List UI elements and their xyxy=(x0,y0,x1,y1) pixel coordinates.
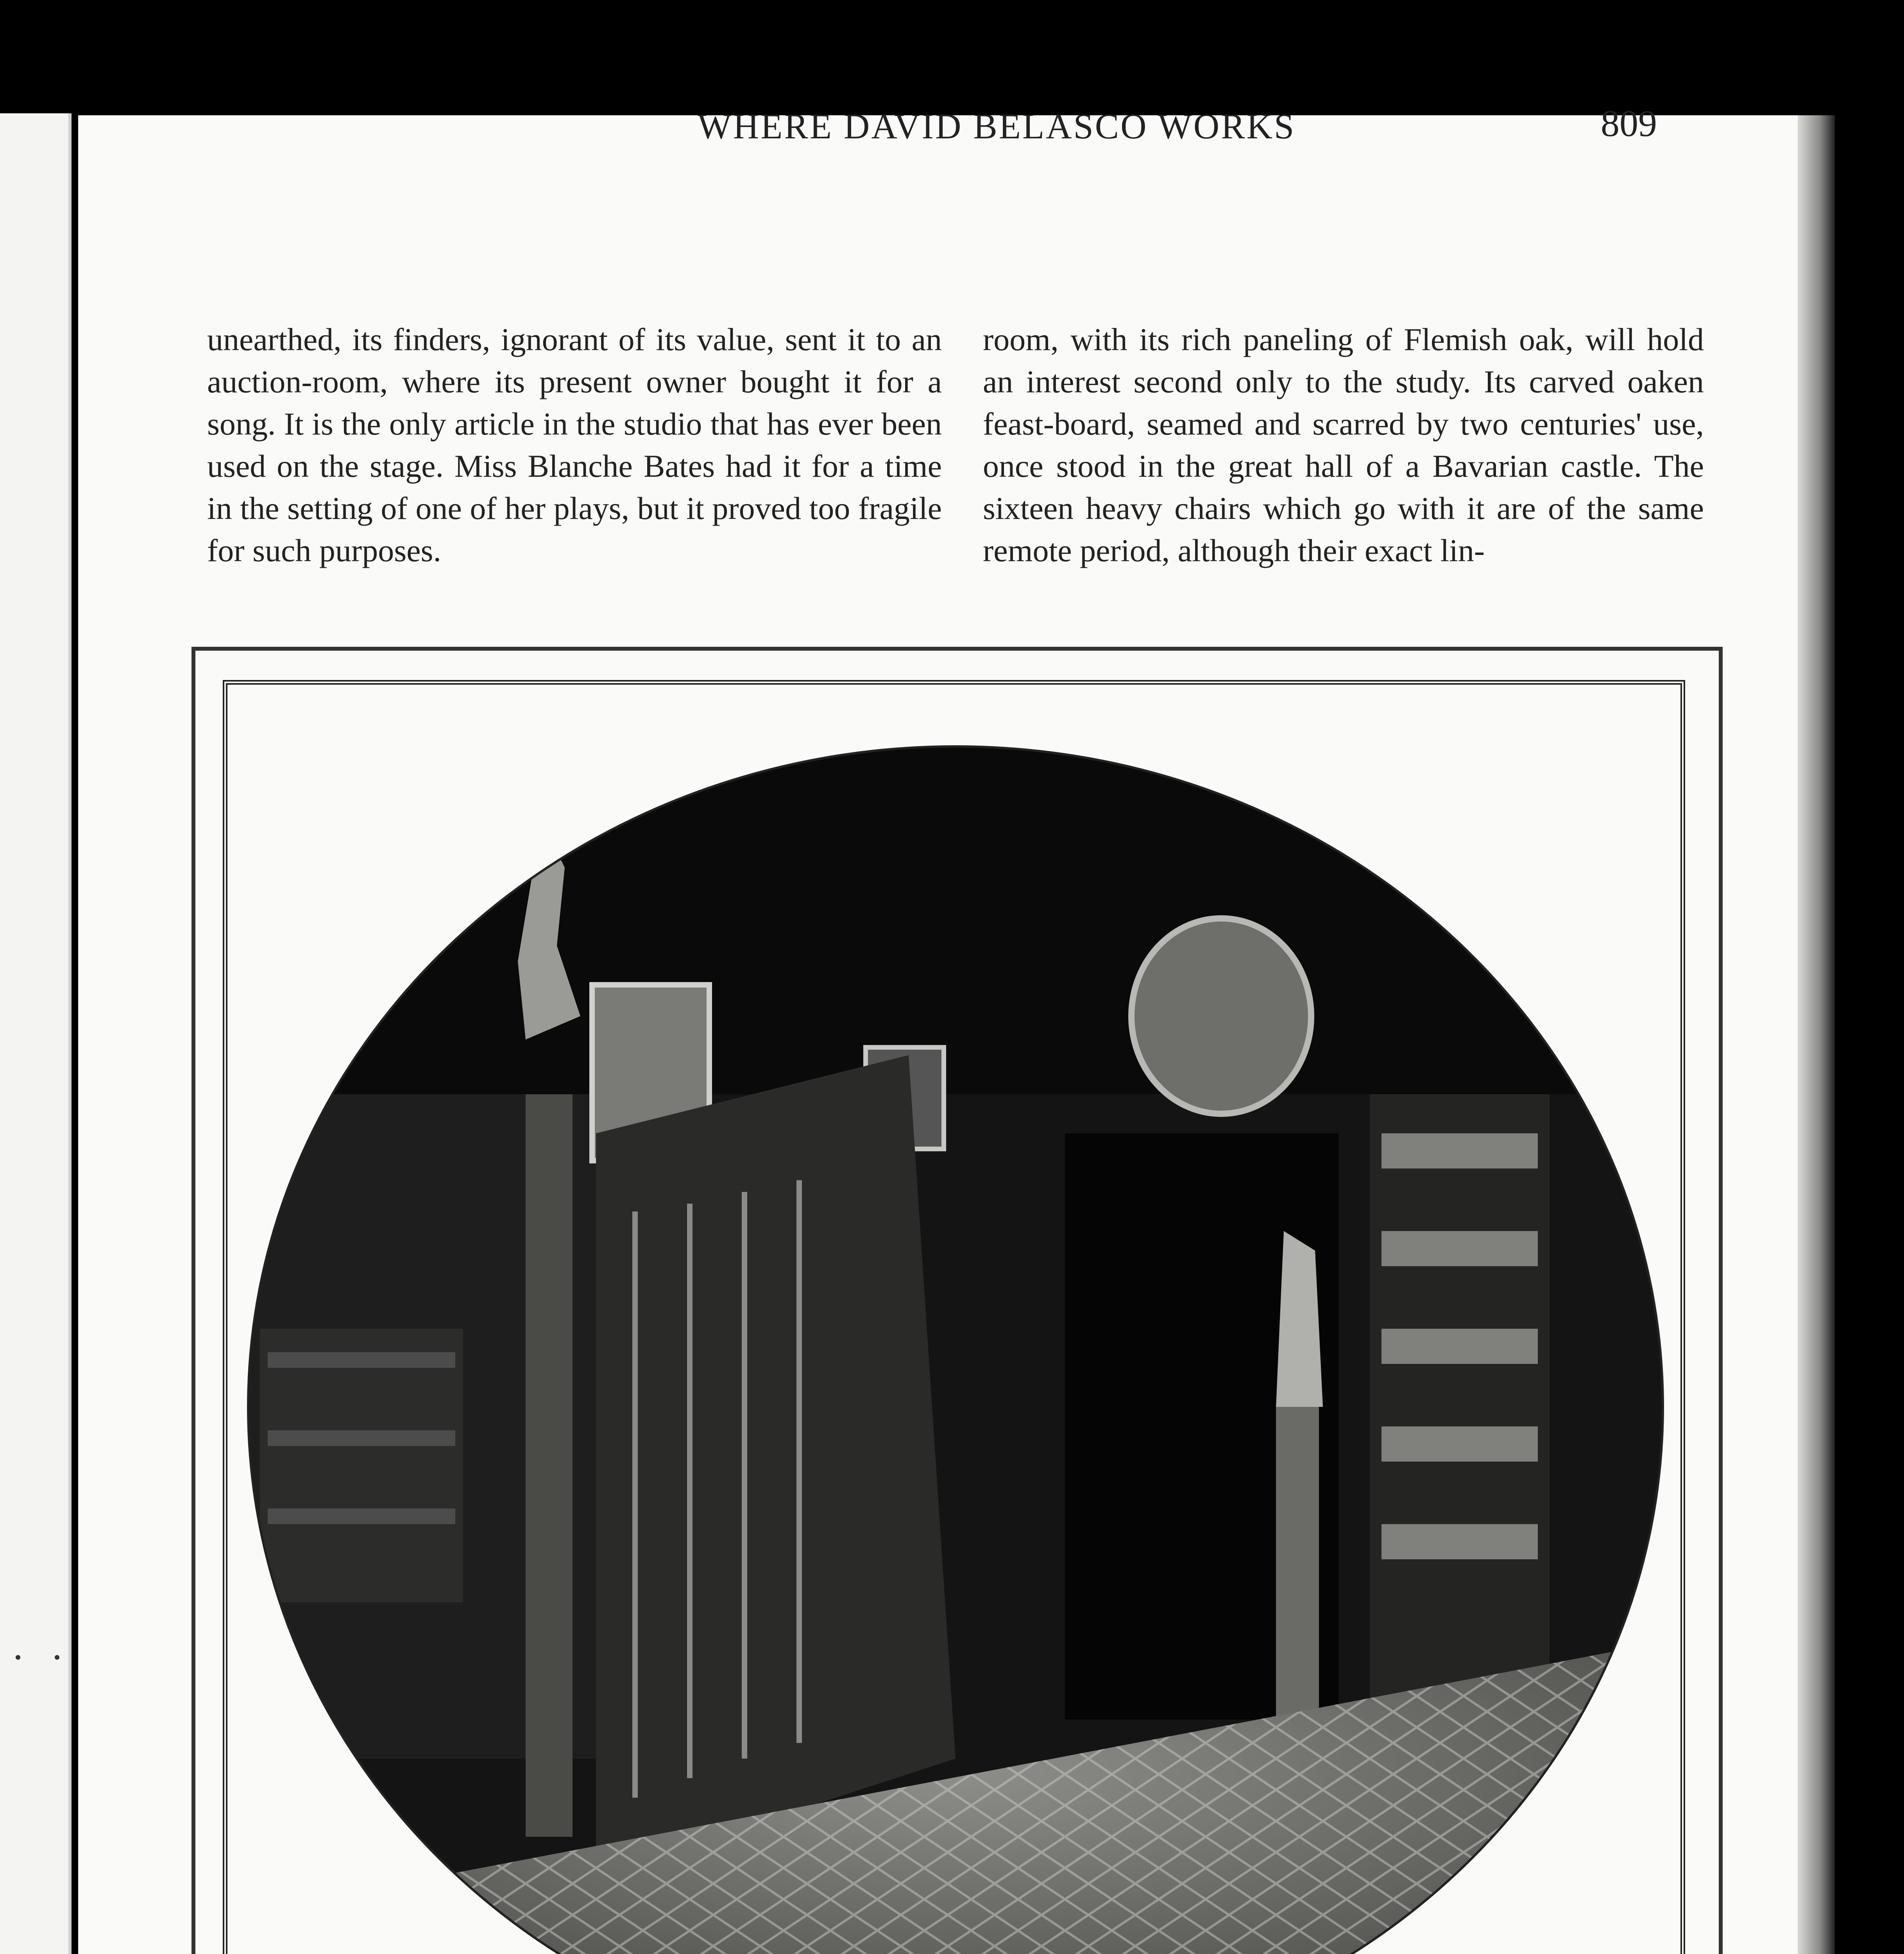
top-left-column xyxy=(207,319,942,572)
margin-mark xyxy=(16,1655,20,1660)
page-binding-shadow xyxy=(1798,115,1835,1954)
paragraph: room, with its rich paneling of Flemish oak, will hold an interest second only to the study. Its carved oaken feast-board, seamed and scarred by two centuries' use, once stood in the great hall of a Bavarian castle. The sixteen heavy chairs which go with it are of the same remote period, although their exact lin- xyxy=(983,322,1704,568)
running-head: WHERE DAVID BELASCO WORKS xyxy=(697,106,1296,146)
study-photograph xyxy=(244,743,1667,1954)
top-right-column xyxy=(983,319,1704,572)
facing-page-edge xyxy=(0,113,72,1954)
page-number: 809 xyxy=(1601,102,1657,144)
paragraph: unearthed, its finders, ignorant of its value, sent it to an auction-room, where its present owner bought it for a song. It is the only article in the studio that has ever been used on the stage. Miss Blanche Bates had it for a time in the setting of one of her plays, but it proved too fragile for such purposes. xyxy=(207,322,942,568)
margin-mark xyxy=(55,1655,59,1660)
